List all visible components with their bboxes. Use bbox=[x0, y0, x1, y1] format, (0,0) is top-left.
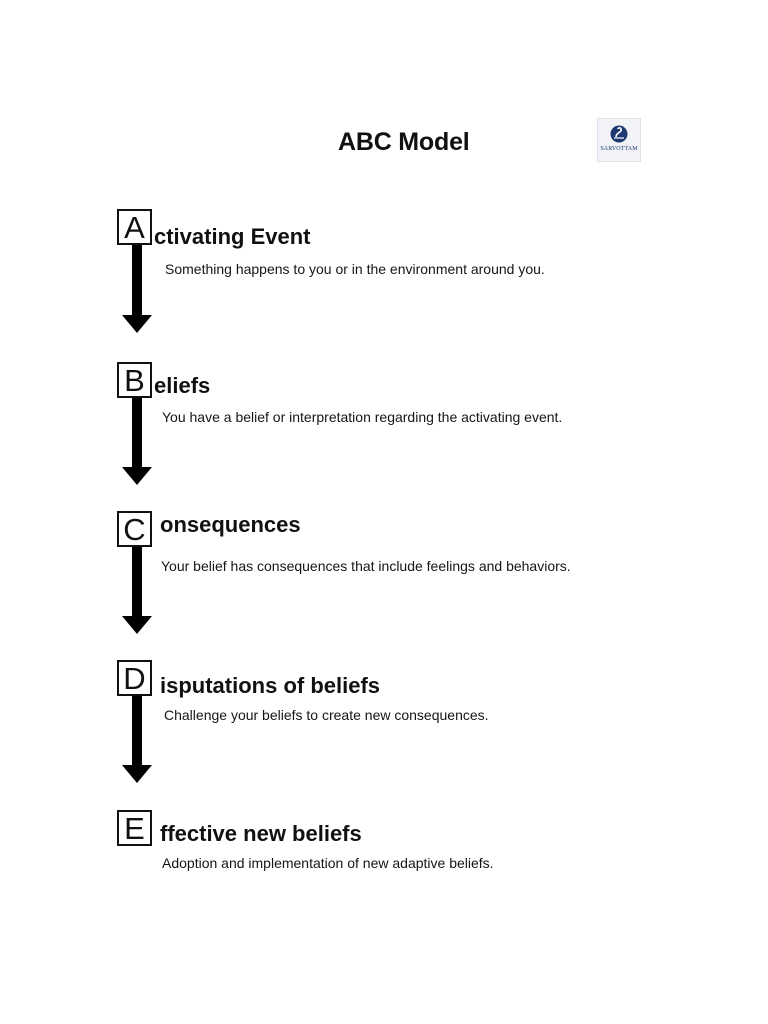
step-description: You have a belief or interpretation regarding the activating event. bbox=[162, 409, 563, 425]
step-heading: ffective new beliefs bbox=[160, 821, 362, 846]
logo bbox=[597, 118, 641, 162]
step-description: Your belief has consequences that include feelings and behaviors. bbox=[161, 558, 571, 574]
down-arrow-icon bbox=[122, 398, 152, 488]
step-letter-box: A bbox=[117, 209, 152, 245]
down-arrow-icon bbox=[122, 696, 152, 786]
step-heading: ctivating Event bbox=[154, 224, 311, 249]
logo-text: SARVOTTAM bbox=[600, 146, 638, 152]
step-description: Something happens to you or in the environment around you. bbox=[165, 261, 545, 277]
swan-emblem-icon bbox=[610, 124, 628, 144]
step-heading: eliefs bbox=[154, 373, 211, 398]
step-heading: onsequences bbox=[160, 512, 301, 537]
step-letter-box: B bbox=[117, 362, 152, 398]
page-title: ABC Model bbox=[338, 128, 470, 156]
step-letter-box: D bbox=[117, 660, 152, 696]
step-description: Adoption and implementation of new adaptive beliefs. bbox=[162, 855, 494, 871]
step-letter-box: C bbox=[117, 511, 152, 547]
step-heading: isputations of beliefs bbox=[160, 673, 381, 698]
step-letter-box: E bbox=[117, 810, 152, 846]
step-description: Challenge your beliefs to create new consequences. bbox=[164, 707, 489, 723]
down-arrow-icon bbox=[122, 547, 152, 637]
down-arrow-icon bbox=[122, 245, 152, 335]
